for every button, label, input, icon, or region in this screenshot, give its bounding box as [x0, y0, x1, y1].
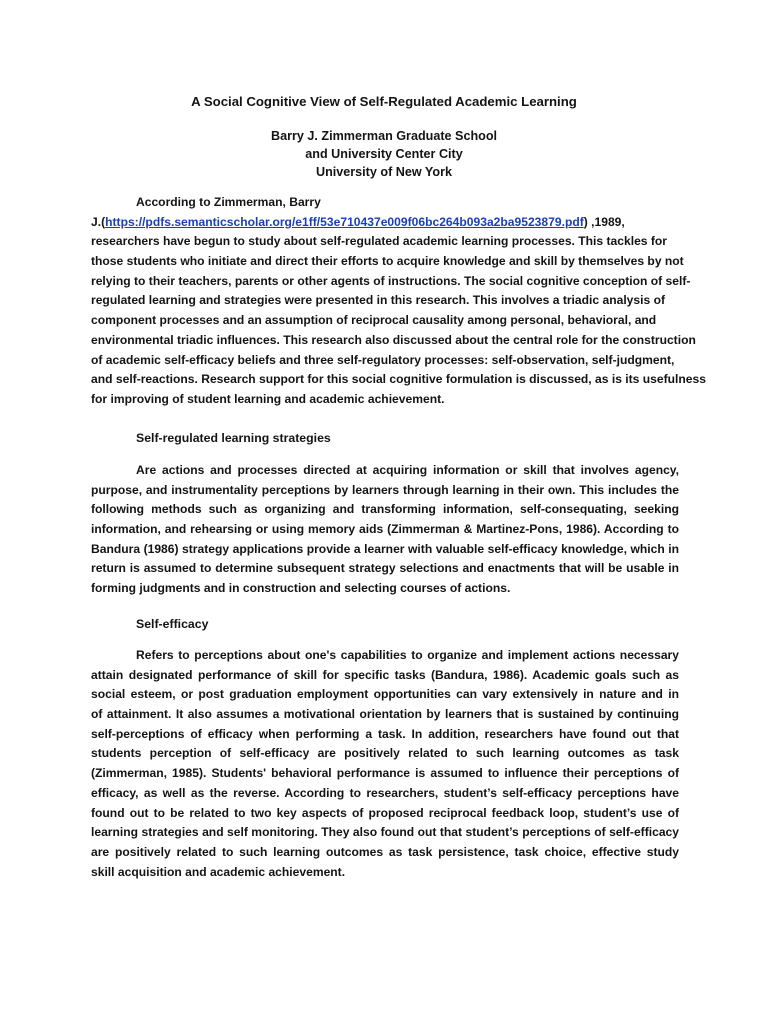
paragraph-line: Bandura (1986) strategy applications provide a learner with valuable self-efficacy knowledge, which in [91, 541, 679, 556]
paragraph-line: of academic self-efficacy beliefs and three self-regulatory processes: self-observation, self-judgment, [91, 352, 675, 367]
paragraph-line: found out to be related to two key aspects of proposed reciprocal feedback loop, student’s use of [91, 805, 679, 820]
paragraph-line: social esteem, or post graduation employment opportunities can vary extensively in nature and in [91, 687, 679, 702]
paragraph-line: efficacy, as well as the reverse. According to researchers, student’s self-efficacy perceptions have [91, 785, 679, 800]
author-line: University of New York [315, 165, 452, 179]
citation-prefix: J.( [91, 214, 106, 229]
paragraph-line: forming judgments and in construction and selecting courses of actions. [91, 581, 511, 596]
paragraph-line: information, and rehearsing or using memory aids (Zimmerman & Martinez-Pons, 1986). According to [91, 522, 679, 537]
paragraph-line: relying to their teachers, parents or other agents of instructions. The social cognitive conception of self- [91, 273, 691, 288]
paragraph-strategies [91, 461, 679, 599]
document-title: A Social Cognitive View of Self-Regulated Academic Learning [191, 94, 577, 109]
paragraph-line: attain designated performance of skill for specific tasks (Bandura, 1986). Academic goals such as [91, 667, 679, 682]
paragraph-line: students perception of self-efficacy are positively related to such learning outcomes as task [91, 746, 679, 761]
paragraph-self-efficacy [91, 646, 679, 882]
paragraph-line: regulated learning and strategies were presented in this research. This involves a triadic analysis of [91, 293, 665, 308]
paragraph-intro [91, 193, 706, 410]
paragraph-line: and self-reactions. Research support for this social cognitive formulation is discussed, as is its usefulness [91, 372, 706, 387]
paragraph-line: of attainment. It also assumes a motivational orientation by learners that is sustained by continuing [91, 707, 679, 722]
paragraph-line: following methods such as organizing and transforming information, self-consequating, seeking [91, 502, 679, 517]
citation-suffix: ) ,1989, [583, 214, 625, 229]
section-heading-strategies: Self-regulated learning strategies [136, 431, 331, 445]
section-heading-self-efficacy: Self-efficacy [136, 617, 209, 631]
citation-link[interactable]: https://pdfs.semanticscholar.org/e1ff/53e710437e009f06bc264b093a2ba9523879.pdf [105, 214, 584, 229]
paragraph-line: purpose, and instrumentality perceptions by learners through learning in their own. This includes the [91, 482, 679, 497]
paragraph-line: for improving of student learning and academic achievement. [91, 391, 445, 406]
paragraph-line: are positively related to such learning outcomes as task persistence, task choice, effective study [91, 844, 679, 859]
author-block [0, 127, 768, 181]
paragraph-line: return is assumed to determine subsequent strategy selections and enactments that will be usable in [91, 561, 679, 576]
paragraph-line: skill acquisition and academic achievement. [91, 864, 346, 879]
paragraph-line: Are actions and processes directed at acquiring information or skill that involves agency, [136, 463, 679, 477]
author-line: Barry J. Zimmerman Graduate School [270, 129, 498, 143]
paragraph-line: those students who initiate and direct their efforts to acquire knowledge and skill by themselves by not [91, 254, 684, 269]
paragraph-line: self-perceptions of efficacy when performing a task. In addition, researchers have found out that [91, 726, 679, 741]
paragraph-line: Refers to perceptions about one's capabilities to organize and implement actions necessary [136, 648, 679, 662]
paragraph-line: According to Zimmerman, Barry [136, 195, 321, 209]
author-line: and University Center City [305, 147, 463, 161]
citation-line [91, 213, 679, 233]
paragraph-line: (Zimmerman, 1985). Students' behavioral performance is assumed to influence their perceptions of [91, 766, 679, 781]
paragraph-line: researchers have begun to study about self-regulated academic learning processes. This tackles for [91, 234, 668, 249]
paragraph-line: environmental triadic influences. This research also discussed about the central role for the construction [91, 332, 696, 347]
paragraph-line: component processes and an assumption of reciprocal causality among personal, behavioral, and [91, 313, 657, 328]
paragraph-line: learning strategies and self monitoring. They also found out that student’s perceptions of self-efficacy [91, 825, 679, 840]
